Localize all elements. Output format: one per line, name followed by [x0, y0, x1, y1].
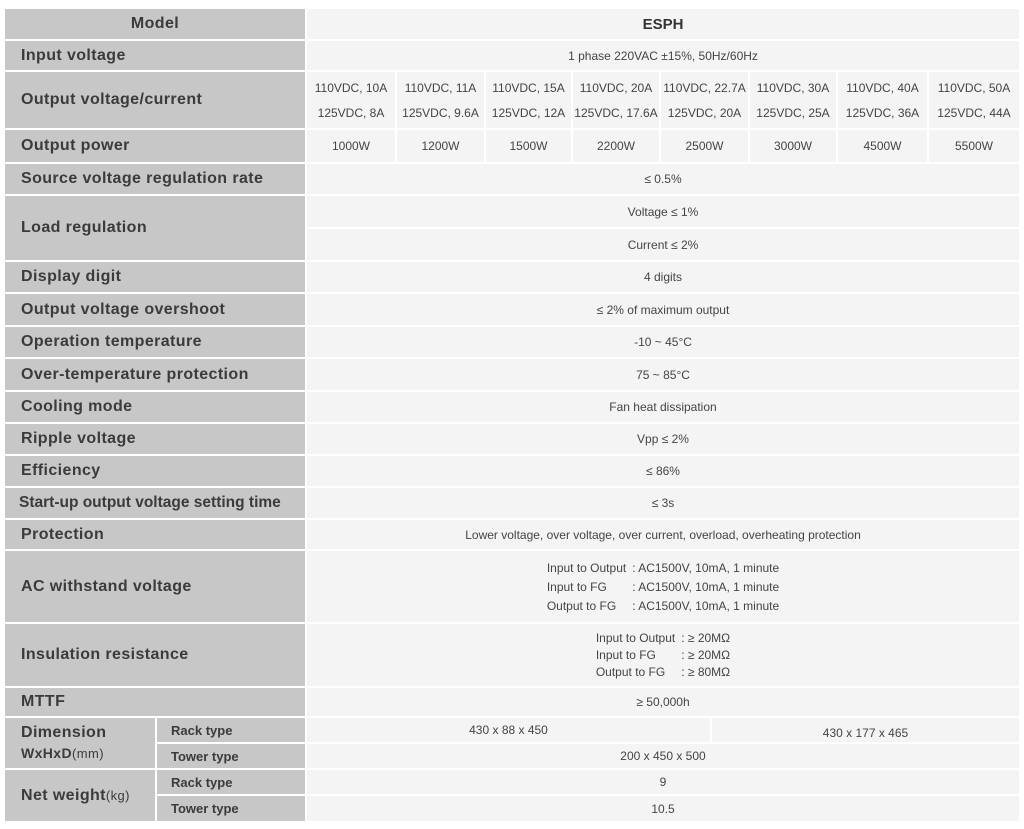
- output-power-2: 1200W: [397, 130, 484, 162]
- output-vc-model-3: 110VDC, 15A 125VDC, 12A: [486, 72, 571, 128]
- net-weight-rack-value: 9: [307, 770, 1019, 794]
- output-power-1: 1000W: [307, 130, 395, 162]
- source-reg-value: ≤ 0.5%: [307, 164, 1019, 194]
- output-vc-model-6: 110VDC, 30A 125VDC, 25A: [750, 72, 836, 128]
- output-vc-model-2: 110VDC, 11A 125VDC, 9.6A: [397, 72, 484, 128]
- model-value: ESPH: [307, 9, 1019, 39]
- output-power-4: 2200W: [573, 130, 659, 162]
- insulation-line-1-name: Input to Output: [595, 631, 676, 645]
- over-temp-label: Over-temperature protection: [5, 359, 305, 390]
- efficiency-label: Efficiency: [5, 456, 305, 486]
- dimension-label: [5, 718, 155, 768]
- dimension-rack-b: 430 x 177 x 465: [712, 718, 1019, 742]
- dimension-rack-label: Rack type: [157, 718, 305, 742]
- insulation-label: Insulation resistance: [5, 624, 305, 686]
- ripple-label: Ripple voltage: [5, 424, 305, 454]
- output-vc-model-7: 110VDC, 40A 125VDC, 36A: [838, 72, 927, 128]
- withstand-line-1-name: Input to Output: [546, 560, 627, 575]
- display-digit-label: Display digit: [5, 262, 305, 292]
- dimension-subtitle: WxHxD(mm): [21, 744, 104, 761]
- load-reg-voltage: Voltage ≤ 1%: [307, 196, 1019, 227]
- dimension-rack-a: 430 x 88 x 450: [307, 718, 710, 742]
- output-power-5: 2500W: [661, 130, 748, 162]
- output-power-6: 3000W: [750, 130, 836, 162]
- withstand-label: AC withstand voltage: [5, 551, 305, 622]
- insulation-line-3-name: Output to FG: [595, 665, 666, 679]
- output-vc-model-5: 110VDC, 22.7A 125VDC, 20A: [661, 72, 748, 128]
- insulation-line-1-value: : ≥ 20MΩ: [681, 631, 731, 645]
- over-temp-value: 75 ~ 85°C: [307, 359, 1019, 390]
- output-vc-label: Output voltage/current: [5, 72, 305, 128]
- dimension-title: Dimension: [21, 723, 107, 741]
- output-vc-model-1: 110VDC, 10A 125VDC, 8A: [307, 72, 395, 128]
- output-power-label: Output power: [5, 130, 305, 162]
- output-vc-model-4: 110VDC, 20A 125VDC, 17.6A: [573, 72, 659, 128]
- startup-label: Start-up output voltage setting time: [5, 488, 305, 518]
- net-weight-tower-value: 10.5: [307, 796, 1019, 821]
- dimension-tower-label: Tower type: [157, 744, 305, 768]
- insulation-line-2-name: Input to FG: [595, 648, 656, 662]
- withstand-line-3-name: Output to FG: [546, 598, 617, 613]
- net-weight-tower-label: Tower type: [157, 796, 305, 821]
- startup-value: ≤ 3s: [307, 488, 1019, 518]
- overshoot-label: Output voltage overshoot: [5, 294, 305, 325]
- display-digit-value: 4 digits: [307, 262, 1019, 292]
- mttf-label: MTTF: [5, 688, 305, 716]
- withstand-line-2-name: Input to FG: [546, 579, 607, 594]
- input-voltage-label: Input voltage: [5, 41, 305, 70]
- withstand-line-3-value: : AC1500V, 10mA, 1 minute: [632, 598, 780, 613]
- net-weight-rack-label: Rack type: [157, 770, 305, 794]
- cooling-value: Fan heat dissipation: [307, 392, 1019, 422]
- mttf-value: ≥ 50,000h: [307, 688, 1019, 716]
- insulation-line-3-value: : ≥ 80MΩ: [681, 665, 731, 679]
- withstand-values: [307, 551, 1019, 622]
- input-voltage-value: 1 phase 220VAC ±15%, 50Hz/60Hz: [307, 41, 1019, 70]
- withstand-line-2-value: : AC1500V, 10mA, 1 minute: [632, 579, 780, 594]
- protection-label: Protection: [5, 520, 305, 549]
- efficiency-value: ≤ 86%: [307, 456, 1019, 486]
- ripple-value: Vpp ≤ 2%: [307, 424, 1019, 454]
- insulation-line-2-value: : ≥ 20MΩ: [681, 648, 731, 662]
- output-power-7: 4500W: [838, 130, 927, 162]
- overshoot-value: ≤ 2% of maximum output: [307, 294, 1019, 325]
- insulation-values: [307, 624, 1019, 686]
- output-power-3: 1500W: [486, 130, 571, 162]
- op-temp-value: -10 ~ 45°C: [307, 327, 1019, 357]
- net-weight-label: Net weight (kg): [5, 770, 155, 821]
- output-vc-model-8: 110VDC, 50A 125VDC, 44A: [929, 72, 1019, 128]
- protection-value: Lower voltage, over voltage, over current, overload, overheating protection: [307, 520, 1019, 549]
- source-reg-label: Source voltage regulation rate: [5, 164, 305, 194]
- spec-table: [5, 9, 1019, 821]
- op-temp-label: Operation temperature: [5, 327, 305, 357]
- load-reg-label: Load regulation: [5, 196, 305, 260]
- load-reg-current: Current ≤ 2%: [307, 229, 1019, 260]
- cooling-label: Cooling mode: [5, 392, 305, 422]
- dimension-tower-value: 200 x 450 x 500: [307, 744, 1019, 768]
- withstand-line-1-value: : AC1500V, 10mA, 1 minute: [632, 560, 780, 575]
- model-label: Model: [5, 9, 305, 39]
- output-power-8: 5500W: [929, 130, 1019, 162]
